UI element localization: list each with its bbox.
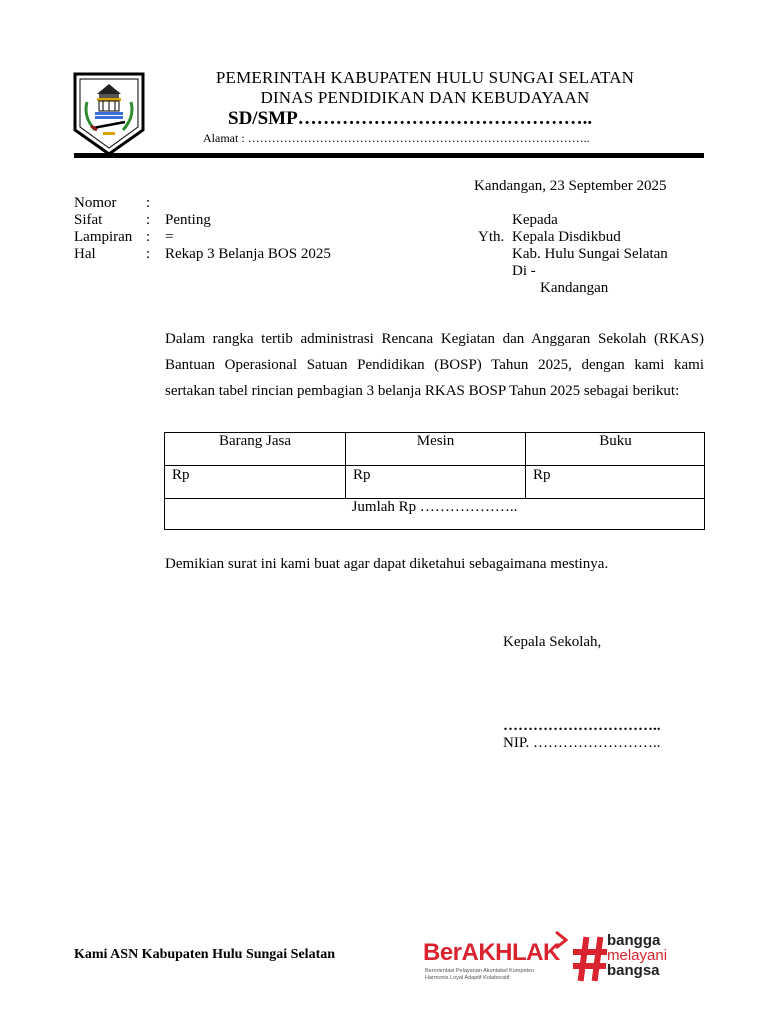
footer-tagline: Kami ASN Kabupaten Hulu Sungai Selatan — [74, 947, 336, 962]
meta-value-sifat: Penting — [165, 212, 211, 228]
table-row — [165, 466, 704, 499]
table-cell-buku: Rp — [533, 467, 551, 483]
recipient-line3: Di - — [512, 263, 536, 279]
table-header-barang-jasa: Barang Jasa — [218, 433, 292, 449]
letter-date: Kandangan, 23 September 2025 — [474, 178, 667, 194]
recipient-line4: Kandangan — [540, 280, 609, 296]
letterhead-government: PEMERINTAH KABUPATEN HULU SUNGAI SELATAN — [215, 68, 635, 87]
letterhead-divider — [74, 153, 704, 158]
recipient-yth: Yth. — [478, 229, 505, 245]
body-paragraph-line: Dalam rangka tertib administrasi Rencana Kegiatan dan Anggaran Sekolah (RKAS) — [165, 331, 704, 347]
chevron-right-icon — [553, 930, 571, 950]
recipient-kepada: Kepada — [512, 212, 558, 228]
signature-title: Kepala Sekolah, — [503, 634, 602, 650]
letterhead-department: DINAS PENDIDIKAN DAN KEBUDAYAAN — [260, 88, 590, 107]
berakhlak-wordmark: BerAKHLAK — [423, 939, 560, 966]
budget-table — [164, 432, 705, 530]
meta-label-nomor: Nomor — [74, 195, 117, 211]
meta-value-hal: Rekap 3 Belanja BOS 2025 — [165, 246, 331, 262]
meta-colon: : — [146, 229, 151, 245]
closing-sentence: Demikian surat ini kami buat agar dapat diketahui sebagaimana mestinya. — [165, 556, 609, 572]
meta-colon: : — [146, 212, 151, 228]
meta-colon: : — [146, 195, 151, 211]
table-header-mesin: Mesin — [416, 433, 455, 449]
table-cell-mesin: Rp — [353, 467, 371, 483]
signature-nip: NIP. …………………….. — [503, 735, 661, 751]
table-total: Jumlah Rp ……………….. — [351, 499, 518, 515]
meta-label-hal: Hal — [74, 246, 96, 262]
letterhead-address: Alamat : ………………………………………………………………………….. — [203, 131, 590, 145]
meta-value-lampiran: = — [165, 229, 174, 245]
slogan-bangsa: bangsa — [607, 962, 660, 979]
recipient-line1: Kepala Disdikbud — [512, 229, 621, 245]
berakhlak-values-line1: Berorientasi Pelayanan Akuntabel Kompeten — [425, 968, 535, 974]
meta-label-lampiran: Lampiran — [74, 229, 133, 245]
signature-name: ………………………….. — [503, 718, 661, 734]
letterhead-school: SD/SMP……………………………………….. — [228, 108, 593, 129]
slogan-bangga: bangga — [607, 932, 661, 949]
body-paragraph-line: sertakan tabel rincian pembagian 3 belanja RKAS BOSP Tahun 2025 sebagai berikut: — [165, 383, 680, 399]
slogan-melayani: melayani — [607, 947, 668, 964]
table-cell-barang-jasa: Rp — [172, 467, 190, 483]
hashtag-icon — [573, 936, 607, 982]
meta-label-sifat: Sifat — [74, 212, 103, 228]
regency-emblem-logo — [73, 72, 145, 156]
body-paragraph-line: Bantuan Operasional Satuan Pendidikan (BOSP) Tahun 2025, dengan kami kami — [165, 357, 704, 373]
berakhlak-logo — [423, 930, 683, 985]
table-header-buku: Buku — [599, 433, 632, 449]
berakhlak-values-line2: Harmonis Loyal Adaptif Kolaboratif — [425, 975, 510, 981]
meta-colon: : — [146, 246, 151, 262]
recipient-line2: Kab. Hulu Sungai Selatan — [512, 246, 668, 262]
